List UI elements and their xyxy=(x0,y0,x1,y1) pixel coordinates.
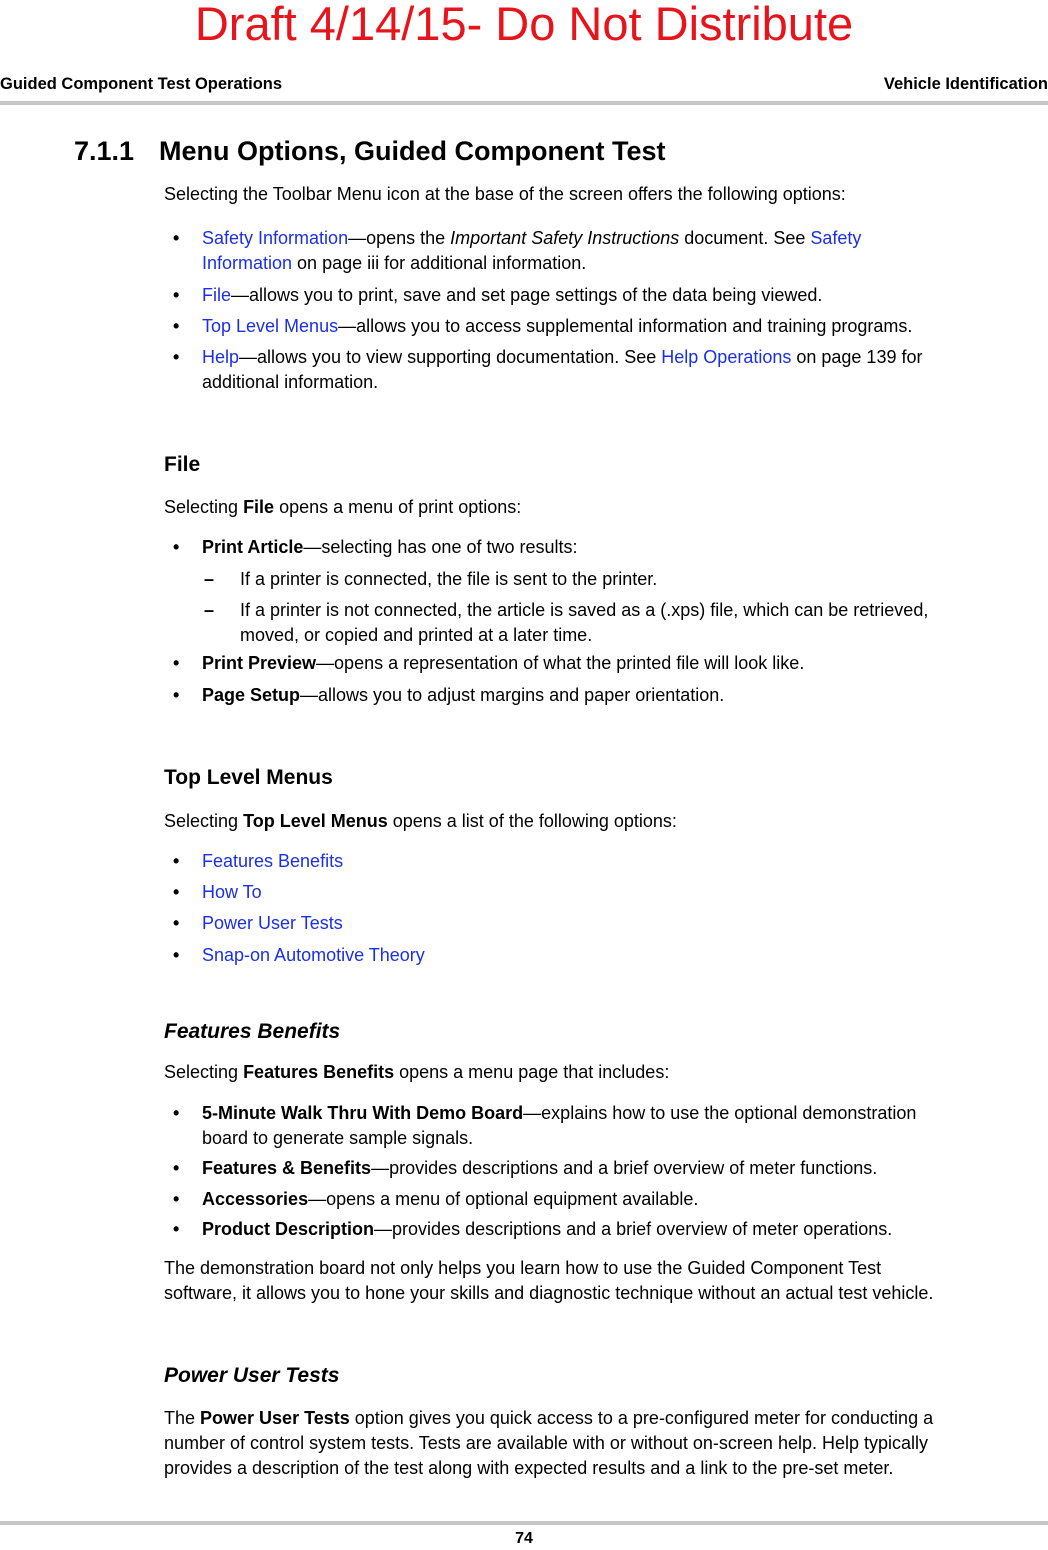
header-rule xyxy=(0,101,1048,105)
top-level-menus-link[interactable]: Top Level Menus xyxy=(202,316,339,336)
paragraph-line: option gives you quick access to a pre-configured meter for conducting a xyxy=(349,1408,934,1428)
section-intro: Selecting the Toolbar Menu icon at the base of the screen offers the following options: xyxy=(164,184,846,204)
list-item-print-preview xyxy=(173,651,1048,676)
file-heading: File xyxy=(164,453,201,476)
list-item-file xyxy=(173,283,1048,308)
list-item-walk-thru xyxy=(173,1101,1048,1151)
list-item-features-and-benefits xyxy=(173,1156,1048,1181)
dash-icon: – xyxy=(204,600,215,620)
item-title: Accessories xyxy=(202,1189,309,1209)
item-title: Product Description xyxy=(202,1219,375,1239)
item-text: —opens a menu of optional equipment available. xyxy=(308,1189,699,1209)
item-text: —allows you to view supporting documentation. See xyxy=(239,347,662,367)
paragraph-line: The demonstration board not only helps you learn how to use the Guided Component Test xyxy=(164,1258,882,1278)
bullet-icon: • xyxy=(173,285,180,305)
list-item-top-level-menus xyxy=(173,314,1048,339)
bullet-icon: • xyxy=(173,1219,180,1239)
sub-list-item xyxy=(204,567,1048,592)
section-title: Vehicle Identification xyxy=(883,75,1048,93)
item-text: —explains how to use the optional demonstration xyxy=(523,1103,917,1123)
text: Selecting xyxy=(164,1062,244,1082)
sub-item-text: If a printer is not connected, the article is saved as a (.xps) file, which can be retrieved, xyxy=(240,600,929,620)
safety-ref-link-continued[interactable]: Information xyxy=(202,253,293,273)
list-item-safety-information xyxy=(173,226,1048,276)
chapter-title: Guided Component Test Operations xyxy=(0,75,283,93)
sub-item-text: moved, or copied and printed at a later time. xyxy=(240,625,593,645)
safety-information-link[interactable]: Safety Information xyxy=(202,228,349,248)
file-link[interactable]: File xyxy=(202,285,232,305)
item-text: on page 139 for xyxy=(791,347,923,367)
top-level-menus-intro xyxy=(164,809,1048,834)
item-title: Features & Benefits xyxy=(202,1158,372,1178)
list-item-accessories xyxy=(173,1187,1048,1212)
bullet-icon: • xyxy=(173,685,180,705)
text: opens a list of the following options: xyxy=(387,811,677,831)
bold-text: File xyxy=(243,497,275,517)
item-title: Print Preview xyxy=(202,653,317,673)
demo-board-paragraph xyxy=(164,1256,1048,1306)
item-text: —allows you to access supplemental information and training programs. xyxy=(338,316,913,336)
sub-item-text: If a printer is connected, the file is sent to the printer. xyxy=(240,569,658,589)
item-text: —opens the xyxy=(348,228,451,248)
bullet-icon: • xyxy=(173,882,180,902)
bullet-icon: • xyxy=(173,653,180,673)
page-number: 74 xyxy=(515,1530,533,1547)
power-user-tests-link[interactable]: Power User Tests xyxy=(202,913,343,933)
snap-on-automotive-theory-link[interactable]: Snap-on Automotive Theory xyxy=(202,945,425,965)
power-user-tests-paragraph xyxy=(164,1406,1048,1481)
help-operations-link[interactable]: Help Operations xyxy=(661,347,792,367)
paragraph-line: provides a description of the test along with expected results and a link to the pre-set meter. xyxy=(164,1458,894,1478)
bullet-icon: • xyxy=(173,347,180,367)
bold-text: Power User Tests xyxy=(200,1408,350,1428)
list-item-power-user-tests xyxy=(173,911,1048,936)
top-level-menus-heading: Top Level Menus xyxy=(164,766,333,789)
bullet-icon: • xyxy=(173,1103,180,1123)
item-text: document. See xyxy=(679,228,811,248)
section-number: 7.1.1 xyxy=(74,136,135,166)
section-heading xyxy=(74,136,665,167)
draft-watermark: Draft 4/14/15- Do Not Distribute xyxy=(194,0,854,50)
footer-rule xyxy=(0,1521,1048,1525)
file-intro xyxy=(164,495,1048,520)
list-item-how-to xyxy=(173,880,1048,905)
bullet-icon: • xyxy=(173,1158,180,1178)
list-item-print-article xyxy=(173,535,1048,560)
item-text: —opens a representation of what the printed file will look like. xyxy=(316,653,805,673)
paragraph-line: software, it allows you to hone your skills and diagnostic technique without an actual test vehicle. xyxy=(164,1283,934,1303)
item-text: board to generate sample signals. xyxy=(202,1128,474,1148)
item-text: —selecting has one of two results: xyxy=(303,537,578,557)
features-benefits-intro xyxy=(164,1060,1048,1085)
safety-ref-link[interactable]: Safety xyxy=(810,228,862,248)
bullet-icon: • xyxy=(173,913,180,933)
bullet-icon: • xyxy=(173,945,180,965)
item-text: on page iii for additional information. xyxy=(292,253,587,273)
item-text: —provides descriptions and a brief overview of meter functions. xyxy=(371,1158,878,1178)
bold-text: Top Level Menus xyxy=(243,811,388,831)
paragraph-line: number of control system tests. Tests are available with or without on-screen help. Help typically xyxy=(164,1433,929,1453)
text: The xyxy=(164,1408,201,1428)
item-text: —provides descriptions and a brief overview of meter operations. xyxy=(374,1219,893,1239)
item-italic-text: Important Safety Instructions xyxy=(450,228,680,248)
features-benefits-link[interactable]: Features Benefits xyxy=(202,851,344,871)
text: Selecting xyxy=(164,497,244,517)
text: Selecting xyxy=(164,811,244,831)
power-user-tests-heading: Power User Tests xyxy=(164,1364,340,1387)
item-text: —allows you to adjust margins and paper orientation. xyxy=(300,685,725,705)
bold-text: Features Benefits xyxy=(243,1062,395,1082)
section-heading-text: Menu Options, Guided Component Test xyxy=(159,136,666,166)
item-title: 5-Minute Walk Thru With Demo Board xyxy=(202,1103,524,1123)
how-to-link[interactable]: How To xyxy=(202,882,262,902)
item-text: additional information. xyxy=(202,372,379,392)
running-header xyxy=(0,75,1048,97)
bullet-icon: • xyxy=(173,316,180,336)
bullet-icon: • xyxy=(173,851,180,871)
item-title: Print Article xyxy=(202,537,304,557)
list-item-help xyxy=(173,345,1048,395)
bullet-icon: • xyxy=(173,228,180,248)
list-item-features-benefits xyxy=(173,849,1048,874)
item-title: Page Setup xyxy=(202,685,301,705)
help-link[interactable]: Help xyxy=(202,347,240,367)
text: opens a menu page that includes: xyxy=(394,1062,670,1082)
bullet-icon: • xyxy=(173,1189,180,1209)
sub-list-item xyxy=(204,598,1048,648)
bullet-icon: • xyxy=(173,537,180,557)
item-text: —allows you to print, save and set page settings of the data being viewed. xyxy=(231,285,823,305)
list-item-page-setup xyxy=(173,683,1048,708)
list-item-product-description xyxy=(173,1217,1048,1242)
features-benefits-heading: Features Benefits xyxy=(164,1020,341,1043)
dash-icon: – xyxy=(204,569,215,589)
text: opens a menu of print options: xyxy=(274,497,522,517)
list-item-snap-on-theory xyxy=(173,943,1048,968)
